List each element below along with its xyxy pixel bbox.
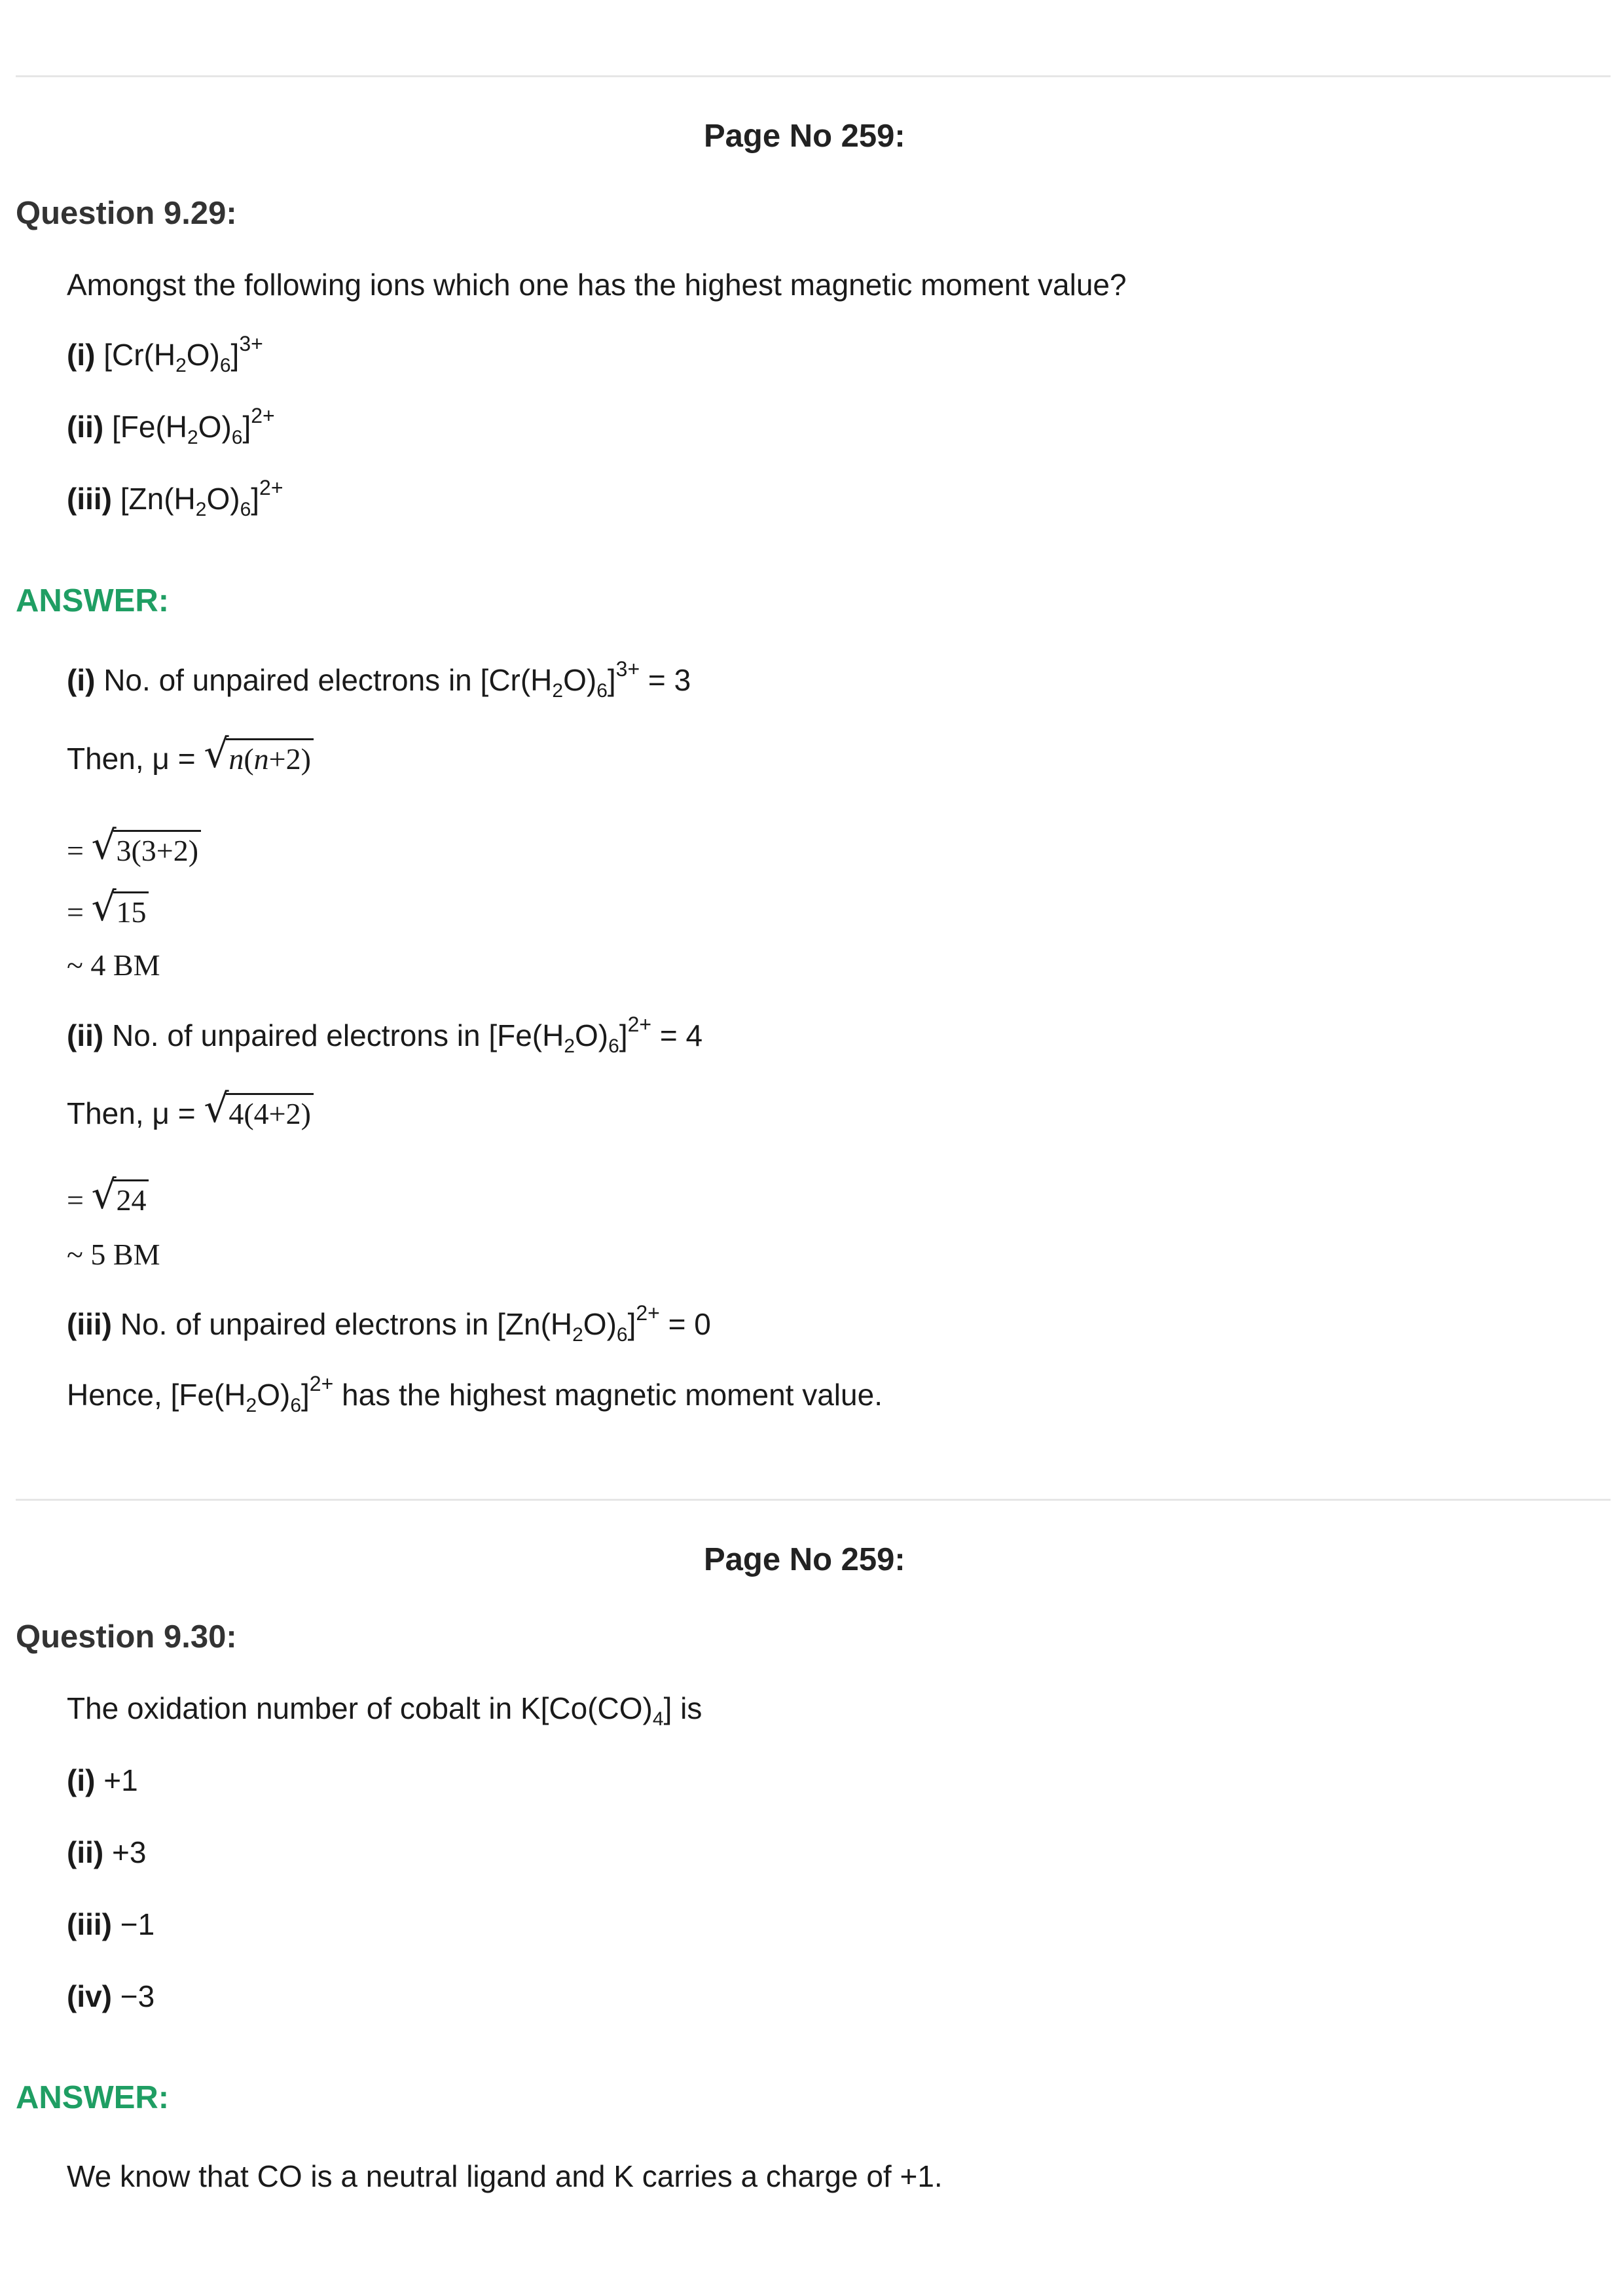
sqrt-formula bbox=[91, 823, 201, 869]
subscript: 2 bbox=[564, 1035, 575, 1057]
subscript: 2 bbox=[552, 680, 564, 702]
step-2a bbox=[67, 1172, 149, 1218]
subscript: 2 bbox=[187, 427, 198, 448]
option-label: (i) bbox=[67, 338, 96, 372]
radicand: 3(3+2) bbox=[113, 830, 201, 868]
subscript: 2 bbox=[572, 1324, 583, 1346]
sqrt-formula bbox=[204, 731, 314, 777]
formula-part: ] bbox=[230, 338, 240, 372]
question-text bbox=[67, 1691, 702, 1730]
sqrt-icon: √ bbox=[91, 823, 117, 869]
formula-part: ] bbox=[251, 482, 260, 516]
option-label: (iii) bbox=[67, 1907, 112, 1941]
page-number-heading: Page No 259: bbox=[704, 1542, 905, 1577]
equals: = bbox=[67, 895, 92, 929]
answer-line-i bbox=[67, 657, 691, 702]
answer-line-iii bbox=[67, 1301, 711, 1346]
text: ] bbox=[619, 1018, 628, 1052]
option-value: −3 bbox=[112, 1979, 155, 2013]
text: Then, μ = bbox=[67, 1096, 204, 1130]
top-divider bbox=[16, 75, 1611, 77]
var: n bbox=[253, 742, 269, 776]
sqrt-icon: √ bbox=[91, 884, 117, 930]
sqrt-formula bbox=[91, 884, 149, 930]
var: n bbox=[228, 742, 244, 776]
text: O) bbox=[583, 1307, 617, 1341]
text: = 3 bbox=[640, 663, 691, 697]
option-label: (ii) bbox=[67, 1835, 104, 1869]
equals: = bbox=[67, 834, 92, 867]
subscript: 2 bbox=[246, 1395, 257, 1416]
formula-part: ] bbox=[242, 410, 251, 444]
radicand: 24 bbox=[113, 1179, 149, 1217]
option-label: (iii) bbox=[67, 482, 112, 516]
option-ii bbox=[67, 404, 275, 448]
text: = 4 bbox=[651, 1018, 703, 1052]
answer-heading: ANSWER: bbox=[16, 2080, 170, 2115]
option-value: +1 bbox=[95, 1763, 138, 1797]
subscript: 6 bbox=[596, 680, 608, 702]
question-title: Question 9.29: bbox=[16, 196, 237, 231]
section-divider bbox=[16, 1499, 1611, 1501]
superscript: 2+ bbox=[309, 1372, 334, 1395]
option-label: (i) bbox=[67, 663, 96, 697]
formula-part: [Zn(H bbox=[120, 482, 196, 516]
text: O) bbox=[563, 663, 597, 697]
option-label: (ii) bbox=[67, 410, 104, 444]
subscript: 6 bbox=[240, 499, 251, 520]
page-number-heading: Page No 259: bbox=[704, 118, 905, 154]
superscript: 2+ bbox=[627, 1013, 652, 1036]
step-2b: ~ 5 BM bbox=[67, 1238, 160, 1271]
option-i bbox=[67, 1763, 138, 1798]
step-1b bbox=[67, 884, 149, 930]
text: No. of unpaired electrons in [Cr(H bbox=[95, 663, 553, 697]
subscript: 4 bbox=[652, 1708, 664, 1730]
option-iii bbox=[67, 1907, 155, 1942]
sqrt-icon: √ bbox=[91, 1172, 117, 1218]
question-title: Question 9.30: bbox=[16, 1619, 237, 1655]
sqrt-formula bbox=[204, 1086, 314, 1132]
text: ] bbox=[607, 663, 616, 697]
subscript: 6 bbox=[290, 1395, 302, 1416]
text: has the highest magnetic moment value. bbox=[333, 1378, 883, 1412]
radicand: 15 bbox=[113, 891, 149, 929]
subscript: 2 bbox=[195, 499, 207, 520]
text: No. of unpaired electrons in [Zn(H bbox=[111, 1307, 573, 1341]
text: ] bbox=[627, 1307, 636, 1341]
formula-part: [Fe(H bbox=[111, 410, 187, 444]
subscript: 2 bbox=[175, 355, 187, 376]
text: No. of unpaired electrons in [Fe(H bbox=[103, 1018, 564, 1052]
text: +2) bbox=[268, 742, 311, 776]
answer-line-ii bbox=[67, 1013, 703, 1057]
subscript: 6 bbox=[219, 355, 231, 376]
subscript: 6 bbox=[608, 1035, 619, 1057]
superscript: 2+ bbox=[251, 404, 275, 427]
superscript: 2+ bbox=[636, 1301, 660, 1325]
text: Hence, [Fe(H bbox=[67, 1378, 246, 1412]
option-label: (iv) bbox=[67, 1979, 112, 2013]
sqrt-icon: √ bbox=[204, 731, 229, 777]
option-iii bbox=[67, 476, 283, 520]
radicand: 4(4+2) bbox=[226, 1093, 314, 1131]
text: O) bbox=[575, 1018, 609, 1052]
option-value: −1 bbox=[111, 1907, 155, 1941]
formula-part: O) bbox=[186, 338, 220, 372]
text: O) bbox=[257, 1378, 291, 1412]
sqrt-formula bbox=[91, 1172, 149, 1218]
paren: ( bbox=[244, 742, 254, 776]
superscript: 2+ bbox=[259, 476, 283, 499]
text: The oxidation number of cobalt in K[Co(CO) bbox=[67, 1691, 653, 1725]
sqrt-icon: √ bbox=[204, 1086, 229, 1132]
answer-heading: ANSWER: bbox=[16, 583, 170, 619]
question-text: Amongst the following ions which one has the highest magnetic moment value? bbox=[67, 268, 1127, 302]
superscript: 3+ bbox=[239, 332, 263, 355]
step-1c: ~ 4 BM bbox=[67, 948, 160, 982]
option-iv bbox=[67, 1979, 155, 2014]
formula-then-1 bbox=[67, 731, 314, 777]
text: ] bbox=[301, 1378, 310, 1412]
text: ] is bbox=[663, 1691, 702, 1725]
superscript: 3+ bbox=[615, 657, 640, 681]
answer-text: We know that CO is a neutral ligand and K carries a charge of +1. bbox=[67, 2159, 943, 2193]
option-label: (ii) bbox=[67, 1018, 104, 1052]
option-ii bbox=[67, 1835, 146, 1870]
option-label: (i) bbox=[67, 1763, 96, 1797]
text: = 0 bbox=[659, 1307, 711, 1341]
equals: = bbox=[67, 1183, 92, 1217]
step-1a bbox=[67, 823, 201, 869]
conclusion bbox=[67, 1372, 883, 1416]
formula-part: O) bbox=[206, 482, 240, 516]
option-i bbox=[67, 332, 263, 376]
text: Then, μ = bbox=[67, 742, 204, 776]
formula-then-2 bbox=[67, 1086, 314, 1132]
subscript: 6 bbox=[231, 427, 243, 448]
formula-part: [Cr(H bbox=[103, 338, 176, 372]
subscript: 6 bbox=[616, 1324, 628, 1346]
formula-part: O) bbox=[198, 410, 232, 444]
option-label: (iii) bbox=[67, 1307, 112, 1341]
option-value: +3 bbox=[103, 1835, 147, 1869]
